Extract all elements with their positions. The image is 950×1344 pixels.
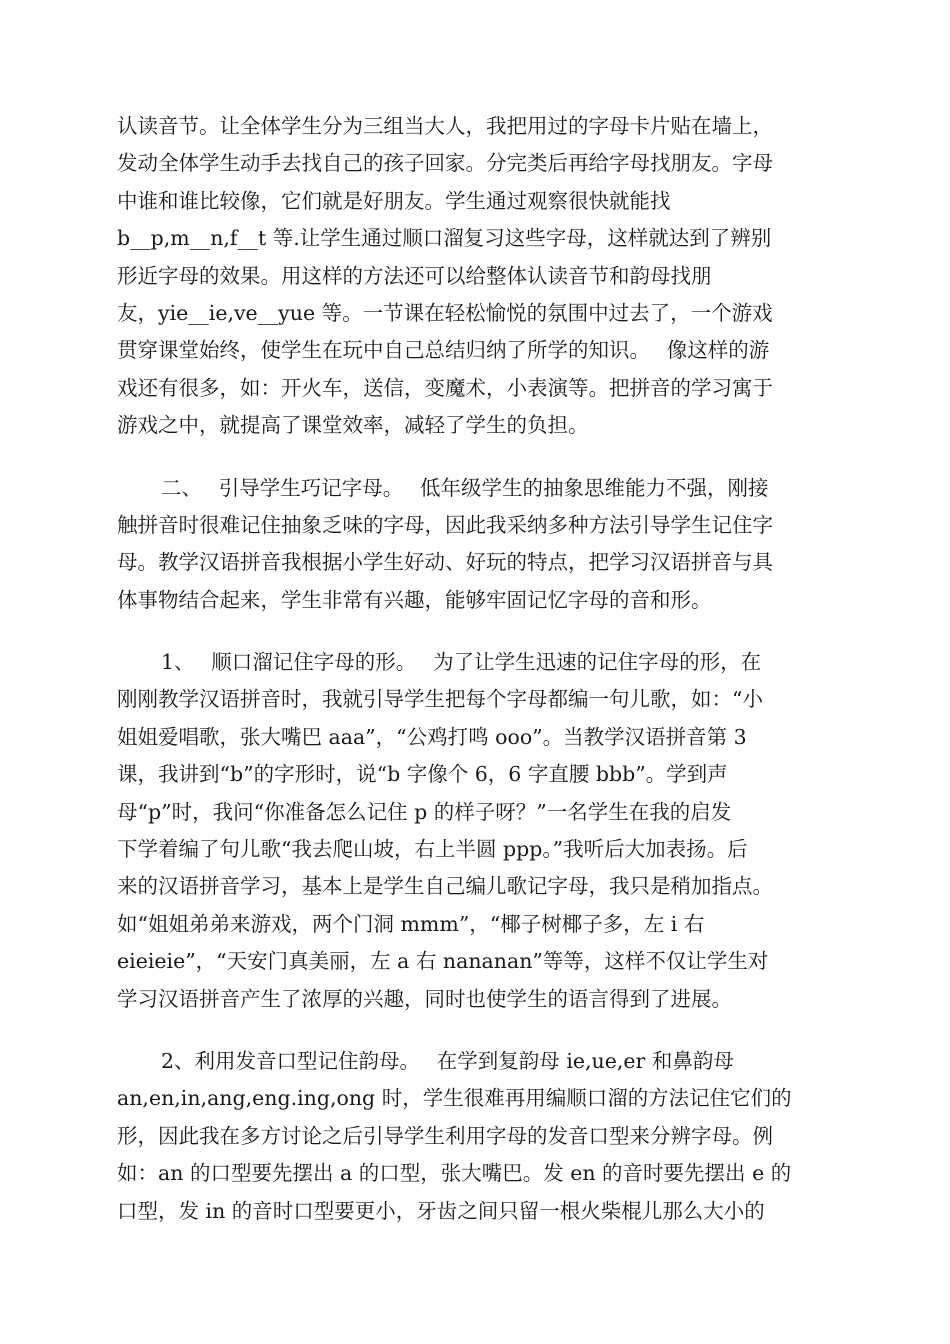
paragraph-mouth-shape [117,1043,835,1230]
text-line: 来的汉语拼音学习，基本上是学生自己编儿歌记字母，我只是稍加指点。 [117,874,773,899]
text-line: eieieie”，“天安门真美丽，左 a 右 nananan”等等，这样不仅让学生对 [117,949,769,974]
text-line: 1、 顺口溜记住字母的形。 为了让学生迅速的记住字母的形，在 [161,650,762,675]
text-line: 下学着编了句儿歌“我去爬山坡，右上半圆 ppp。”我听后大加表扬。后 [117,837,748,862]
text-line: 友，yie__ie,ve__yue 等。一节课在轻松愉悦的氛围中过去了，一个游戏 [117,300,773,325]
text-line: 课，我讲到“b”的字形时，说“b 字像个 6，6 字直腰 bbb”。学到声 [117,762,728,787]
text-line: 形，因此我在多方讨论之后引导学生利用字母的发音口型来分辨字母。例 [117,1123,773,1148]
paragraph-games [117,108,835,445]
text-line: 2、利用发音口型记住韵母。 在学到复韵母 ie,ue,er 和鼻韵母 [161,1048,734,1073]
paragraph-rhymes [117,644,835,1018]
text-line: 贯穿课堂始终，使学生在玩中自己总结归纳了所学的知识。 像这样的游 [117,338,770,363]
text-line: 口型，发 in 的音时口型要更小，牙齿之间只留一根火柴棍儿那么大小的 [117,1198,765,1223]
text-line: 二、 引导学生巧记字母。 低年级学生的抽象思维能力不强，刚接 [161,475,769,500]
text-line: 触拼音时很难记住抽象乏味的字母，因此我采纳多种方法引导学生记住字 [117,512,773,537]
text-line: 刚刚教学汉语拼音时，我就引导学生把每个字母都编一句儿歌，如：“小 [117,687,763,712]
text-line: 学习汉语拼音产生了浓厚的兴趣，同时也使学生的语言得到了进展。 [117,986,732,1011]
text-line: an,en,in,ang,eng.ing,ong 时，学生很难再用编顺口溜的方法记住它们的 [117,1086,792,1111]
document-page [117,108,835,1230]
text-line: 戏还有很多，如：开火车，送信，变魔术，小表演等。把拼音的学习寓于 [117,375,773,400]
text-line: 游戏之中，就提高了课堂效率，减轻了学生的负担。 [117,413,589,438]
text-line: 中谁和谁比较像，它们就是好朋友。学生通过观察很快就能找 [117,188,671,213]
text-line: 母。教学汉语拼音我根据小学生好动、好玩的特点，把学习汉语拼音与具 [117,550,773,575]
text-line: 母“p”时，我问“你准备怎么记住 p 的样子呀？”一名学生在我的启发 [117,799,732,824]
text-line: 发动全体学生动手去找自己的孩子回家。分完类后再给字母找朋友。字母 [117,151,773,176]
text-line: 如：an 的口型要先摆出 a 的口型，张大嘴巴。发 en 的音时要先摆出 e 的 [117,1161,792,1186]
text-line: 如“姐姐弟弟来游戏，两个门洞 mmm”，“椰子树椰子多，左 i 右 [117,911,705,936]
paragraph-section-two [117,470,835,620]
text-line: 认读音节。让全体学生分为三组当大人，我把用过的字母卡片贴在墙上， [117,114,773,138]
text-line: b__p,m__n,f__t 等.让学生通过顺口溜复习这些字母，这样就达到了辨别 [117,226,772,251]
text-line: 体事物结合起来，学生非常有兴趣，能够牢固记忆字母的音和形。 [117,587,712,612]
text-line: 姐姐爱唱歌，张大嘴巴 aaa”，“公鸡打鸣 ooo”。当教学汉语拼音第 3 [117,724,747,749]
text-line: 形近字母的效果。用这样的方法还可以给整体认读音节和韵母找朋 [117,263,712,288]
